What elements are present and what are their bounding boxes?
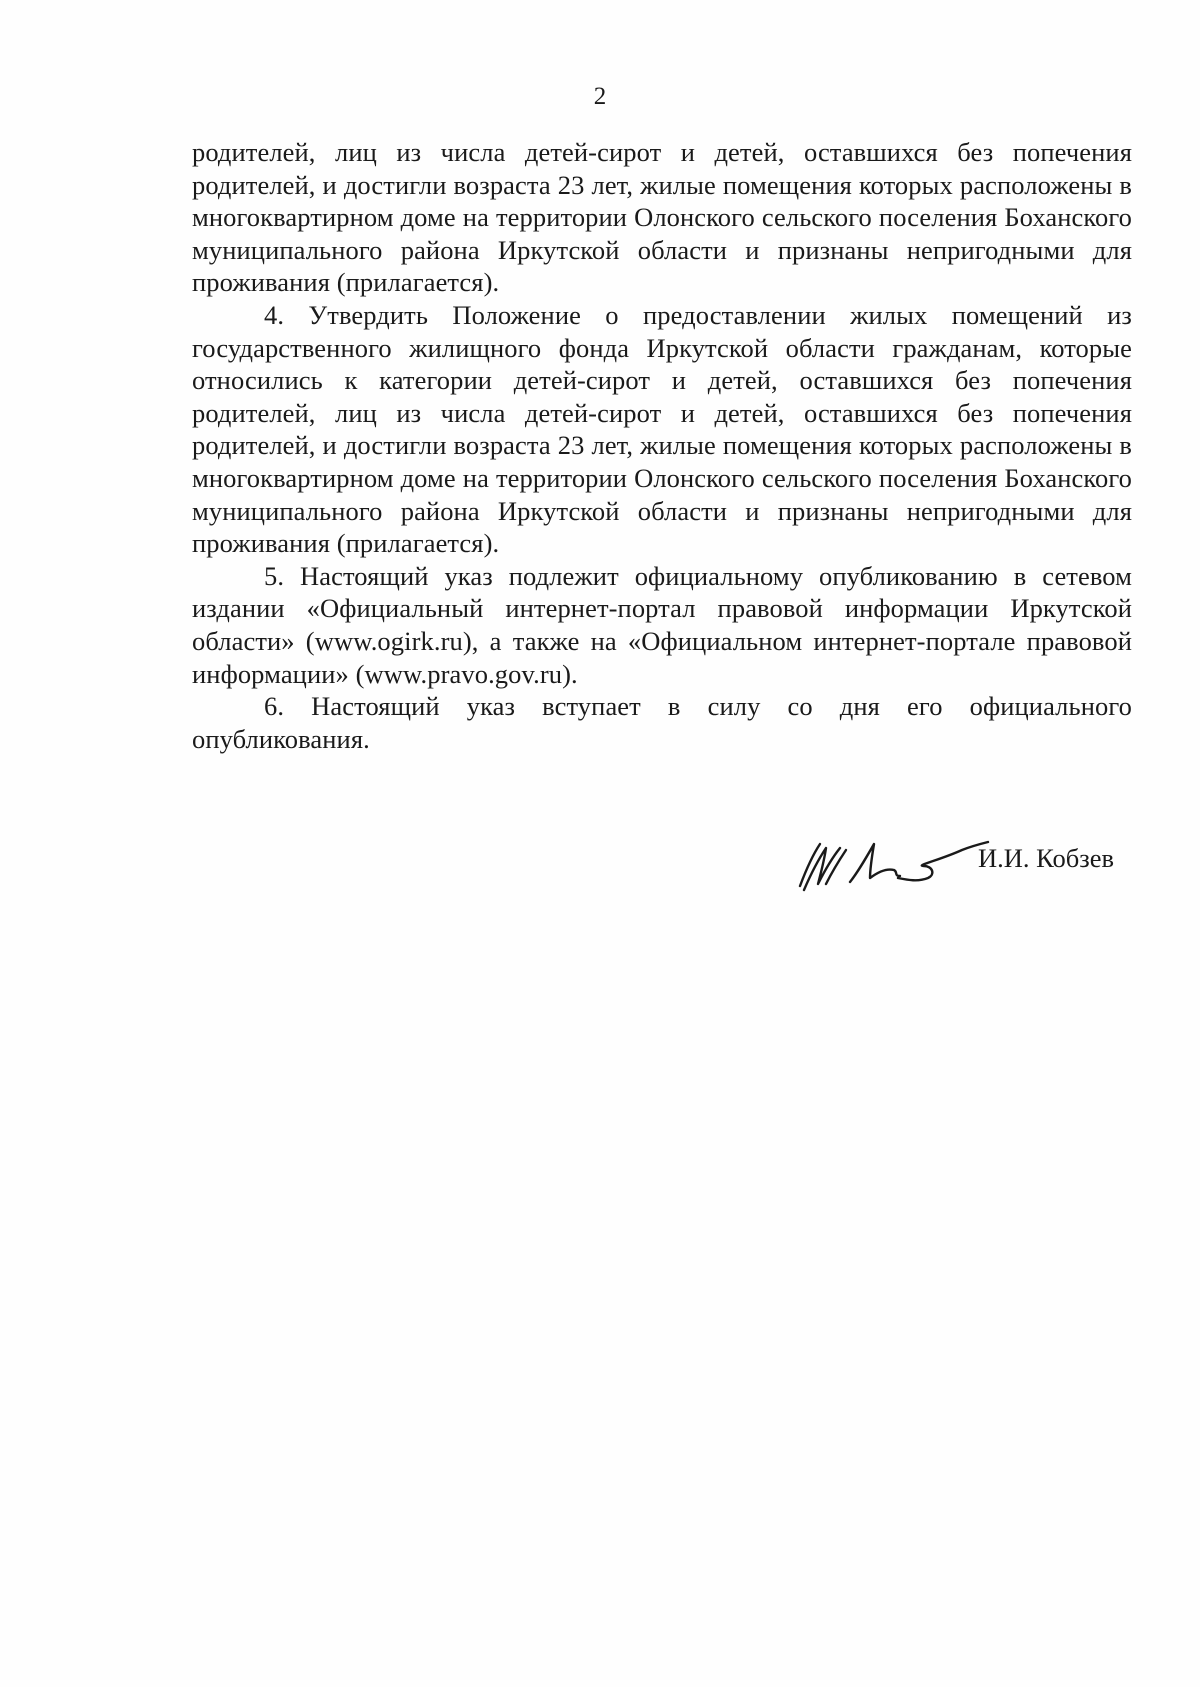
handwritten-signature-icon — [790, 820, 990, 910]
signer-name: И.И. Кобзев — [978, 843, 1114, 873]
signature-block — [790, 820, 1150, 910]
paragraph-item-4: 4. Утвердить Положение о предоставлении жилых помещений из государственного жилищного фонда Иркутской области гражданам, которые относились к категории детей-сирот и детей, оставшихся без попечения родителей, лиц из числа детей-сирот и детей, оставшихся без попечения родителей, и достигли возраста 23 лет, жилые помещения которых расположены в многоквартирном доме на территории Олонского сельского поселения Боханского муниципального района Иркутской области и признаны непригодными для проживания (прилагается). — [192, 299, 1132, 559]
page-number: 2 — [593, 83, 607, 110]
continuation-paragraph: родителей, лиц из числа детей-сирот и детей, оставшихся без попечения родителей, и достигли возраста 23 лет, жилые помещения которых расположены в многоквартирном доме на территории Олонского сельского поселения Боханского муниципального района Иркутской области и признаны непригодными для проживания (прилагается). — [192, 137, 1132, 298]
paragraph-item-5: 5. Настоящий указ подлежит официальному опубликованию в сетевом издании «Официальный интернет-портал правовой информации Иркутской области» (www.ogirk.ru), а также на «Официальном интернет-портале правовой информации» (www.pravo.gov.ru). — [192, 560, 1132, 689]
document-body — [192, 136, 1132, 755]
paragraph-item-6: 6. Настоящий указ вступает в силу со дня его официального опубликования. — [192, 691, 1132, 754]
